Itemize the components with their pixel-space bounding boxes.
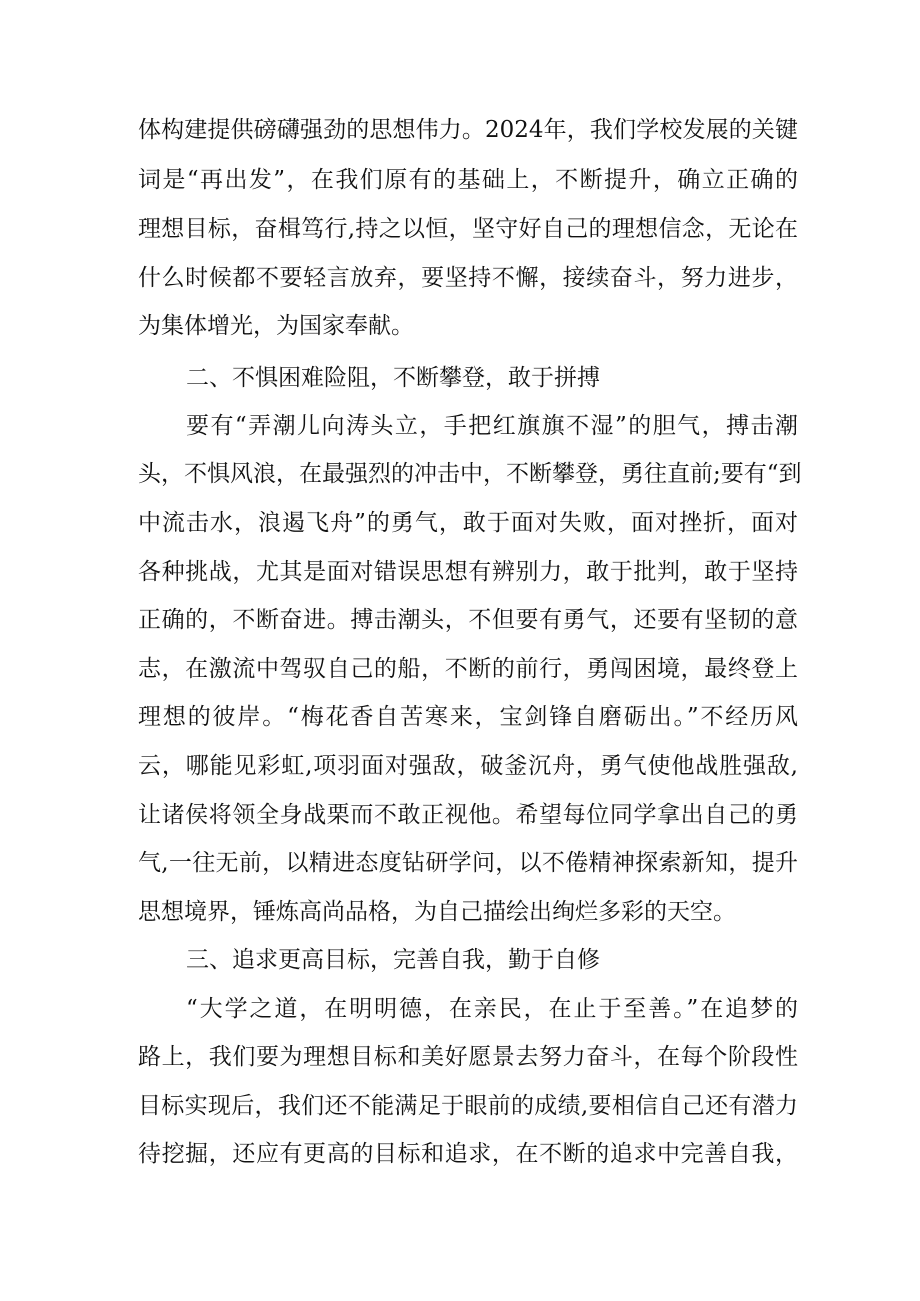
paragraph-1-line-2: 词是“再出发”，在我们原有的基础上，不断提升，确立正确的 [138, 167, 798, 193]
paragraph-1-line-3: 理想目标，奋楫笃行,持之以恒，坚守好自己的理想信念，无论在 [138, 216, 798, 242]
paragraph-2-line-5: 正确的，不断奋进。搏击潮头，不但要有勇气，还要有坚韧的意 [138, 607, 798, 633]
paragraph-1-line-1: 体构建提供磅礴强劲的思想伟力。2024年，我们学校发展的关键 [138, 117, 798, 143]
paragraph-2-line-7: 理想的彼岸。“梅花香自苦寒来，宝剑锋自磨砺出。”不经历风 [138, 704, 798, 730]
paragraph-3-line-4: 待挖掘，还应有更高的目标和追求，在不断的追求中完善自我， [138, 1141, 798, 1167]
paragraph-2-line-3: 中流击水，浪遏飞舟”的勇气，敢于面对失败，面对挫折，面对 [138, 510, 798, 536]
paragraph-1-line-4: 什么时候都不要轻言放弃，要坚持不懈，接续奋斗，努力进步， [138, 265, 798, 291]
paragraph-2-line-2: 头，不惧风浪，在最强烈的冲击中，不断攀登，勇往直前;要有“到 [138, 461, 802, 487]
paragraph-2-line-10: 气,一往无前，以精进态度钻研学问，以不倦精神探索新知，提升 [138, 850, 798, 876]
paragraph-2-line-9: 让诸侯将领全身战栗而不敢正视他。希望每位同学拿出自己的勇 [138, 802, 798, 828]
paragraph-3-line-2: 路上，我们要为理想目标和美好愿景去努力奋斗，在每个阶段性 [138, 1044, 798, 1070]
paragraph-2-line-4: 各种挑战，尤其是面对错误思想有辨别力，敢于批判，敢于坚持 [138, 559, 798, 585]
section-heading-3: 三、追求更高目标，完善自我，勤于自修 [186, 947, 600, 973]
paragraph-2-line-11: 思想境界，锤炼高尚品格，为自己描绘出绚烂多彩的天空。 [138, 899, 736, 925]
paragraph-1-line-5: 为集体增光，为国家奉献。 [138, 313, 414, 339]
paragraph-2-line-8: 云，哪能见彩虹,项羽面对强敌，破釜沉舟，勇气使他战胜强敌, [138, 753, 798, 779]
paragraph-2-line-6: 志，在激流中驾驭自己的船，不断的前行，勇闯困境，最终登上 [138, 656, 798, 682]
paragraph-3-line-1: “大学之道，在明明德，在亲民，在止于至善。”在追梦的 [186, 996, 798, 1022]
paragraph-2-line-1: 要有“弄潮儿向涛头立，手把红旗旗不湿”的胆气，搏击潮 [186, 413, 798, 439]
section-heading-2: 二、不惧困难险阻，不断攀登，敢于拼搏 [186, 365, 600, 391]
paragraph-3-line-3: 目标实现后，我们还不能满足于眼前的成绩,要相信自己还有潜力 [138, 1093, 798, 1119]
